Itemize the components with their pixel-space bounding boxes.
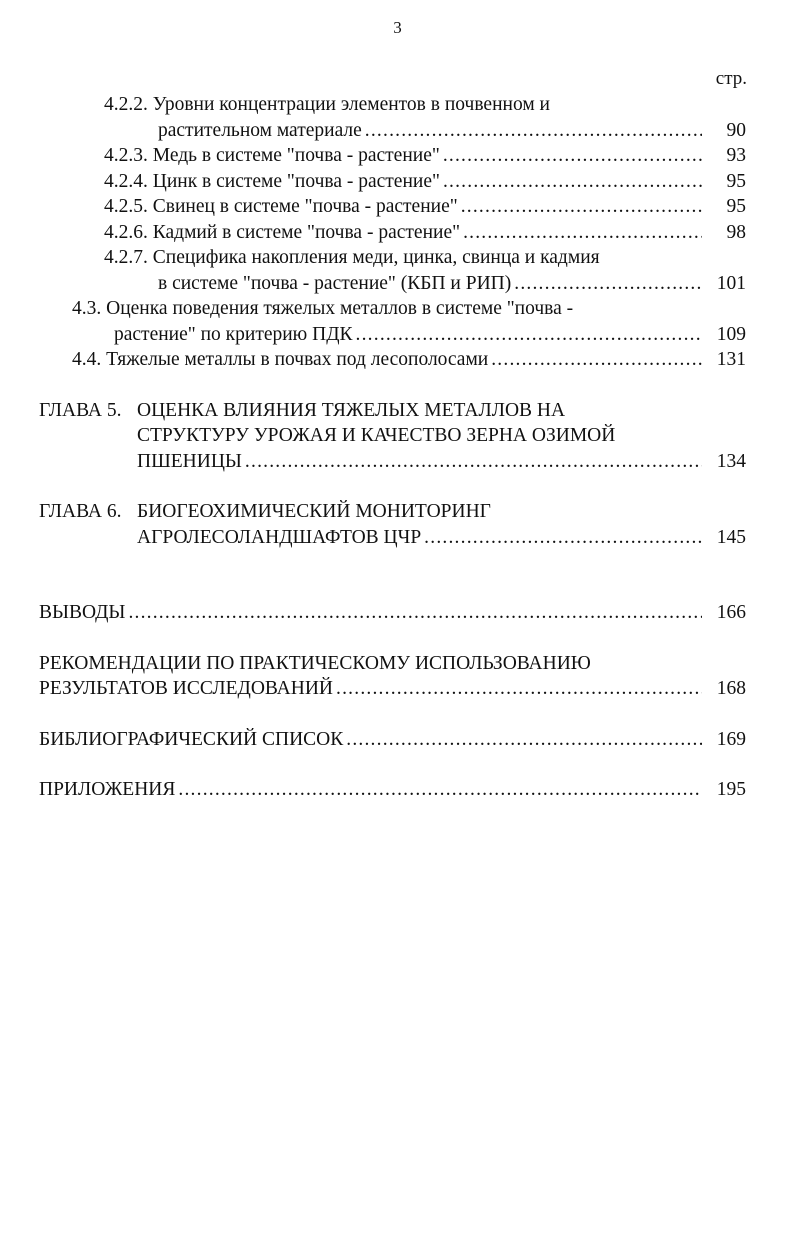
toc-entry-page: 166 (716, 602, 746, 623)
toc-entry-conclusions[interactable] (39, 600, 746, 626)
toc-entry-last-line (104, 220, 746, 246)
toc-entry-last-line (104, 143, 746, 169)
toc-entry-recommendations[interactable] (39, 651, 746, 702)
toc-entry-page: 101 (716, 272, 746, 294)
toc-entry-last-line (39, 727, 746, 753)
toc-entry-line: 4.2.7. Специфика накопления меди, цинка, свинца и кадмия (104, 247, 600, 268)
toc-entry-last-line (158, 271, 746, 297)
leader-dots (443, 169, 702, 195)
toc-entry-last-line (104, 169, 746, 195)
leader-dots (245, 449, 702, 475)
toc-entry-last-line (39, 676, 746, 702)
toc-entry-line: БИОГЕОХИМИЧЕСКИЙ МОНИТОРИНГ (137, 501, 491, 522)
toc-entry-bibliography[interactable] (39, 727, 746, 753)
toc-entry-page: 90 (726, 119, 746, 141)
toc-entry-title: РЕЗУЛЬТАТОВ ИССЛЕДОВАНИЙ (39, 678, 334, 699)
leader-dots (346, 727, 702, 753)
toc-entry-line: ОЦЕНКА ВЛИЯНИЯ ТЯЖЕЛЫХ МЕТАЛЛОВ НА (137, 399, 566, 421)
leader-dots (336, 676, 702, 702)
toc-entry-page: 95 (726, 196, 746, 217)
toc-entry-page: 131 (716, 349, 746, 370)
toc-entry-last-line (137, 449, 746, 475)
leader-dots (491, 347, 702, 373)
toc-entry-page: 109 (716, 323, 746, 345)
toc-entry-line: 4.2.2. Уровни концентрации элементов в почвенном и (104, 94, 550, 115)
toc-entry-title: 4.2.6. Кадмий в системе "почва - растение" (104, 221, 461, 243)
toc-entry-last-line (104, 194, 746, 220)
toc-entry-appendices[interactable] (39, 777, 746, 803)
toc-entry-title: АГРОЛЕСОЛАНДШАФТОВ ЦЧР (137, 526, 422, 548)
toc-entry-title: 4.2.5. Свинец в системе "почва - растение" (104, 196, 458, 217)
chapter-label: ГЛАВА 6. (39, 501, 122, 522)
page-number: 3 (393, 18, 402, 37)
toc-entry-last-line (137, 525, 746, 551)
toc-entry-4-2-6[interactable] (104, 220, 746, 246)
toc-entry-page: 93 (726, 145, 746, 166)
page-column-label: стр. (715, 68, 747, 89)
table-of-contents (0, 92, 795, 803)
toc-entry-last-line (114, 322, 746, 348)
leader-dots (178, 777, 702, 803)
toc-entry-title: ВЫВОДЫ (39, 602, 126, 623)
toc-entry-page: 195 (716, 779, 746, 800)
leader-dots (424, 525, 702, 551)
toc-entry-title: 4.2.4. Цинк в системе "почва - растение" (104, 170, 440, 192)
toc-entry-title: ПРИЛОЖЕНИЯ (39, 779, 176, 800)
leader-dots (461, 194, 702, 220)
toc-entry-line: 4.3. Оценка поведения тяжелых металлов в системе "почва - (72, 298, 574, 319)
leader-dots (365, 118, 702, 144)
toc-entry-4-2-3[interactable] (104, 143, 746, 169)
toc-entry-title: БИБЛИОГРАФИЧЕСКИЙ СПИСОК (39, 728, 344, 750)
toc-entry-last-line (72, 347, 746, 373)
toc-entry-page: 134 (716, 450, 746, 472)
toc-entry-4-2-5[interactable] (104, 194, 746, 220)
toc-entry-title: в системе "почва - растение" (КБП и РИП) (158, 272, 512, 294)
toc-entry-page: 98 (726, 221, 746, 243)
toc-entry-title: 4.2.3. Медь в системе "почва - растение" (104, 145, 440, 166)
toc-entry-title: ПШЕНИЦЫ (137, 450, 242, 472)
toc-entry-last-line (39, 600, 746, 626)
leader-dots (463, 220, 702, 246)
toc-entry-4-2-2[interactable] (104, 92, 746, 143)
toc-entry-line: СТРУКТУРУ УРОЖАЯ И КАЧЕСТВО ЗЕРНА ОЗИМОЙ (137, 425, 616, 446)
toc-entry-chapter-6[interactable] (39, 499, 746, 550)
toc-entry-page: 145 (716, 526, 746, 548)
toc-entry-last-line (39, 777, 746, 803)
toc-entry-line: РЕКОМЕНДАЦИИ ПО ПРАКТИЧЕСКОМУ ИСПОЛЬЗОВАНИЮ (39, 652, 591, 674)
toc-entry-page: 95 (726, 170, 746, 192)
toc-entry-chapter-5[interactable] (39, 398, 746, 475)
chapter-label: ГЛАВА 5. (39, 399, 122, 421)
toc-entry-title: 4.4. Тяжелые металлы в почвах под лесополосами (72, 349, 489, 370)
toc-entry-4-2-4[interactable] (104, 169, 746, 195)
leader-dots (514, 271, 702, 297)
leader-dots (128, 600, 702, 626)
leader-dots (356, 322, 702, 348)
toc-entry-last-line (158, 118, 746, 144)
toc-entry-title: растительном материале (158, 119, 362, 141)
toc-entry-page: 169 (716, 728, 746, 750)
toc-entry-page: 168 (716, 678, 746, 699)
toc-entry-4-2-7[interactable] (104, 245, 746, 296)
toc-entry-4-4[interactable] (72, 347, 746, 373)
leader-dots (443, 143, 702, 169)
toc-entry-4-3[interactable] (72, 296, 746, 347)
toc-entry-title: растение" по критерию ПДК (114, 323, 353, 345)
